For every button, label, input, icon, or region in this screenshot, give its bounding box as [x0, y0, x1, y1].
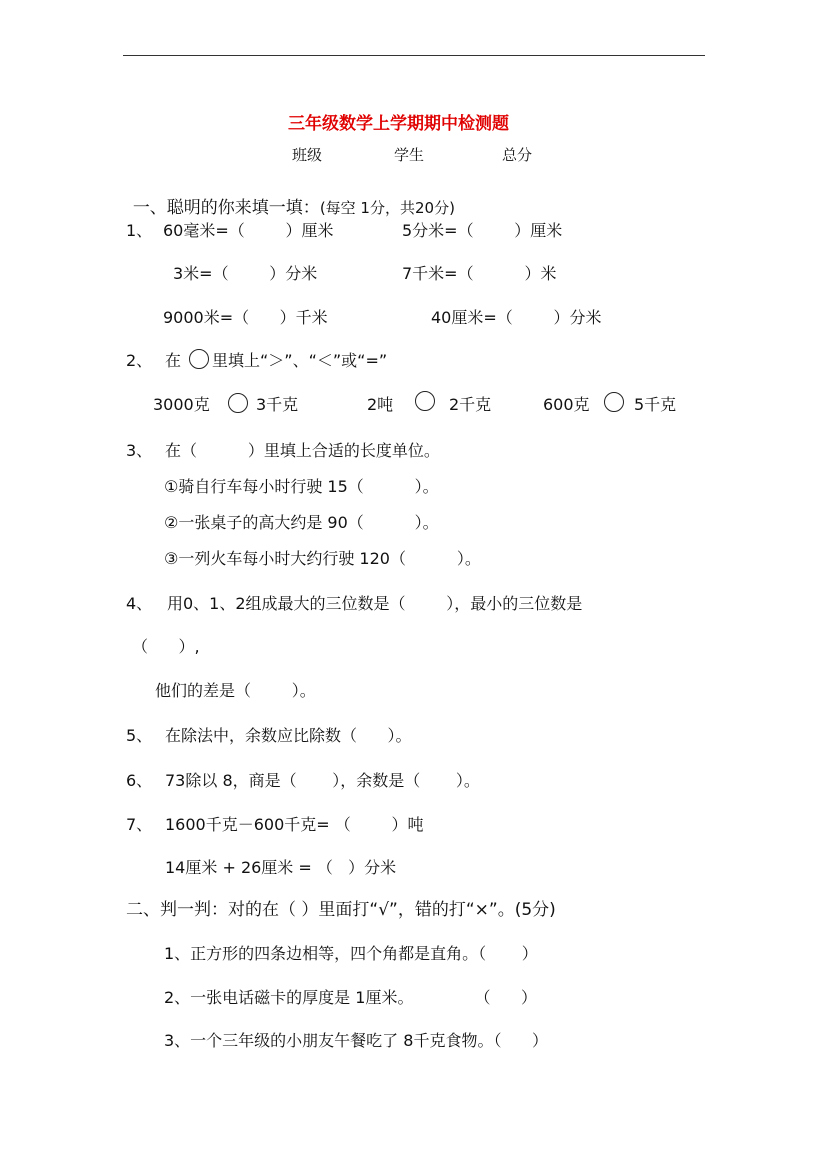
q3-text: 在（ ）里填上合适的长度单位。 — [165, 441, 440, 460]
compare-circle[interactable] — [604, 392, 624, 412]
judge-item: 1、正方形的四条边相等，四个角都是直角。（ ） — [164, 944, 538, 963]
page-title: 三年级数学上学期期中检测题 — [288, 114, 509, 134]
q2-suffix: 里填上“＞”、“＜”或“=” — [212, 351, 388, 370]
q6-text: 73除以 8，商是（ ），余数是（ ）。 — [165, 771, 480, 790]
compare-left: 2吨 — [367, 395, 394, 414]
class-label: 班级 — [292, 146, 323, 164]
q1-item: 60毫米=（ ）厘米 — [163, 221, 334, 240]
compare-left: 3000克 — [153, 395, 210, 414]
q2-number: 2、 — [126, 351, 153, 370]
header-rule — [123, 55, 705, 56]
q3-item: ①骑自行车每小时行驶 15（ ）。 — [164, 477, 439, 496]
section1-score-note: (每空 1分，共20分) — [319, 199, 455, 217]
score-label: 总分 — [502, 146, 533, 164]
q7-text: 1600千克－600千克= （ ）吨 — [165, 815, 424, 834]
q4-line2: （ ）, — [132, 637, 200, 656]
q1-number: 1、 — [126, 221, 153, 240]
compare-right: 5千克 — [634, 395, 677, 414]
compare-circle[interactable] — [228, 393, 248, 413]
compare-left: 600克 — [543, 395, 590, 414]
student-label: 学生 — [394, 146, 425, 164]
q4-text: 用0、1、2组成最大的三位数是（ ），最小的三位数是 — [167, 594, 583, 613]
q1-item: 7千米=（ ）米 — [402, 264, 557, 283]
q5-text: 在除法中，余数应比除数（ ）。 — [165, 726, 412, 745]
q3-item: ②一张桌子的高大约是 90（ ）。 — [164, 513, 439, 532]
q2-prefix: 在 — [165, 351, 182, 370]
q3-item: ③一列火车每小时大约行驶 120（ ）。 — [164, 549, 481, 568]
q1-item: 9000米=（ ）千米 — [163, 308, 328, 327]
q1-item: 40厘米=（ ）分米 — [431, 308, 602, 327]
judge-item: 2、一张电话磁卡的厚度是 1厘米。 （ ） — [164, 988, 537, 1007]
section1-heading — [122, 178, 455, 218]
compare-circle[interactable] — [415, 391, 435, 411]
q7-line2: 14厘米 + 26厘米 = （ ）分米 — [165, 858, 397, 877]
q6-number: 6、 — [126, 771, 153, 790]
compare-right: 2千克 — [449, 395, 492, 414]
q7-number: 7、 — [126, 815, 153, 834]
q5-number: 5、 — [126, 726, 153, 745]
q3-number: 3、 — [126, 441, 153, 460]
section1-title: 一、聪明的你来填一填： — [132, 198, 320, 218]
compare-right: 3千克 — [256, 395, 299, 414]
q4-line3: 他们的差是（ ）。 — [155, 681, 316, 700]
judge-item: 3、一个三年级的小朋友午餐吃了 8千克食物。（ ） — [164, 1031, 548, 1050]
q1-item: 5分米=（ ）厘米 — [402, 221, 563, 240]
section2-heading: 二、判一判：对的在（ ）里面打“√”，错的打“×”。(5分) — [126, 900, 556, 920]
q1-item: 3米=（ ）分米 — [173, 264, 318, 283]
compare-circle — [189, 349, 209, 369]
q4-number: 4、 — [126, 594, 153, 613]
